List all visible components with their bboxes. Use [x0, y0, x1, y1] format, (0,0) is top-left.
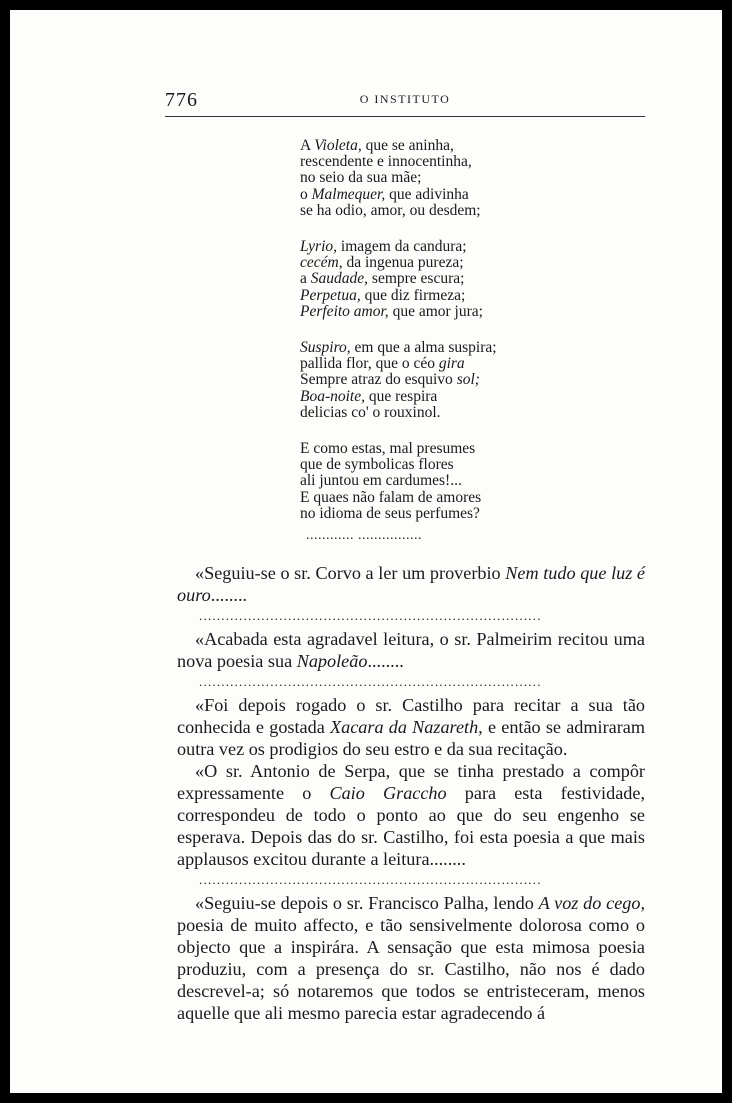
- italic-text: Malmequer,: [311, 185, 386, 203]
- italic-text: cecém,: [300, 254, 343, 272]
- text-run: «O sr. Antonio de Serpa, que se tinha prestado a compôr expressamente o: [177, 761, 645, 803]
- text-run: ........: [210, 585, 248, 605]
- text-run: «Foi depois rogado o sr. Castilho para recitar a sua tão conhecida e gostada: [177, 695, 645, 737]
- text-run: para esta festividade, correspondeu de todo o ponto ao que do seu engenho se esperava. Depois das do sr. Castilho, foi esta poesia a que mais applausos excitou durante a leitura........: [177, 783, 645, 869]
- italic-text: Boa-noite,: [300, 387, 365, 405]
- poem-line: [300, 441, 600, 457]
- text-run: delicias co' o rouxinol.: [300, 403, 441, 421]
- poem-line: [300, 457, 600, 473]
- poem-line: [300, 356, 600, 372]
- dotted-separator: .............................................................................: [199, 674, 542, 689]
- italic-text: gira: [438, 355, 465, 373]
- italic-text: Perfeito amor,: [300, 302, 389, 320]
- text-run: no idioma de seus perfumes?: [300, 504, 480, 522]
- poem-line: [300, 170, 600, 186]
- poem-line: [300, 187, 600, 203]
- poem-ellipsis: ............ ................: [306, 528, 422, 543]
- text-run: rescendente e innocentinha,: [300, 153, 472, 171]
- poem-line: [300, 304, 600, 320]
- italic-text: Perpetua,: [300, 286, 361, 304]
- poem-line: [300, 506, 600, 522]
- book-page: [10, 10, 722, 1093]
- poem-line: [300, 154, 600, 170]
- text-run: poesia de muito affecto, e tão sensivelmente dolorosa como o objecto que a inspirára. A sensação que esta mimosa poesia produziu, com a presença do sr. Castilho, não nos é dado descrevel-a; só notaremos que todos se entristeceram, menos aquelle que ali mesmo parecia estar agradecendo á: [177, 915, 645, 1023]
- italic-text: Lyrio,: [300, 238, 338, 256]
- text-run: a: [300, 270, 311, 288]
- italic-text: Nem tudo que luz é ouro: [177, 563, 645, 605]
- text-run: o: [300, 185, 312, 203]
- poem-stanza: [300, 340, 600, 421]
- text-run: que amor jura;: [388, 302, 483, 320]
- prose-paragraph: [177, 892, 645, 1024]
- italic-text: Napoleão: [296, 651, 368, 671]
- italic-text: Saudade,: [310, 270, 369, 288]
- poem-line: [300, 271, 600, 287]
- text-run: A: [300, 137, 315, 154]
- text-run: E quaes não falam de amores: [300, 488, 482, 506]
- text-run: pallida flor, que o céo: [300, 355, 439, 373]
- italic-text: sol;: [456, 371, 480, 389]
- page-header: [165, 88, 645, 117]
- italic-text: Violeta,: [314, 137, 362, 154]
- text-run: da ingenua pureza;: [342, 254, 464, 272]
- poem-line: [300, 138, 600, 154]
- poem-line: [300, 490, 600, 506]
- text-run: que de symbolicas flores: [300, 456, 454, 474]
- prose-paragraph: [177, 694, 645, 760]
- poem-line: [300, 372, 600, 388]
- poem-line: [300, 473, 600, 489]
- text-run: no seio da sua mãe;: [300, 169, 422, 187]
- poem-line: [300, 405, 600, 421]
- text-run: em que a alma suspira;: [350, 339, 497, 357]
- text-run: que respira: [365, 387, 438, 405]
- text-run: «Seguiu-se depois o sr. Francisco Palha, lendo: [195, 893, 539, 913]
- text-run: Sempre atraz do esquivo: [300, 371, 457, 389]
- text-run: que diz firmeza;: [360, 286, 466, 304]
- dotted-separator: .............................................................................: [199, 872, 542, 887]
- italic-text: Caio Graccho: [329, 783, 447, 803]
- italic-text: A voz do cego,: [538, 893, 645, 913]
- text-run: que se aninha,: [361, 137, 454, 154]
- poem-line: [300, 340, 600, 356]
- prose-paragraph: [177, 628, 645, 672]
- text-run: sempre escura;: [368, 270, 465, 288]
- poem-line: [300, 203, 600, 219]
- poem-line: [300, 389, 600, 405]
- text-run: e então se admiraram outra vez os prodigios do seu estro e da sua recitação.: [177, 717, 645, 759]
- poem-line: [300, 255, 600, 271]
- poem-line: [300, 288, 600, 304]
- page-number: 776: [165, 89, 198, 111]
- text-run: que adivinha: [385, 185, 469, 203]
- poem-line: [300, 239, 600, 255]
- prose-paragraph: [177, 760, 645, 870]
- prose-body: [177, 562, 645, 1024]
- prose-paragraph: [177, 562, 645, 606]
- italic-text: Suspiro,: [300, 339, 351, 357]
- text-run: ........: [367, 651, 404, 671]
- text-run: se ha odio, amor, ou desdem;: [300, 201, 481, 219]
- dotted-separator: .............................................................................: [199, 608, 542, 623]
- italic-text: Xacara da Nazareth,: [330, 717, 483, 737]
- poem-stanza: [300, 138, 600, 219]
- text-run: «Seguiu-se o sr. Corvo a ler um proverbio: [195, 563, 506, 583]
- poem: [300, 138, 600, 542]
- running-title: O INSTITUTO: [359, 92, 451, 106]
- text-run: imagem da candura;: [337, 238, 467, 256]
- poem-stanza: [300, 441, 600, 522]
- text-run: E como estas, mal presumes: [300, 440, 476, 458]
- poem-stanza: [300, 239, 600, 320]
- text-run: «Acabada esta agradavel leitura, o sr. Palmeirim recitou uma nova poesia sua: [177, 629, 645, 671]
- text-run: ali juntou em cardumes!...: [300, 472, 462, 490]
